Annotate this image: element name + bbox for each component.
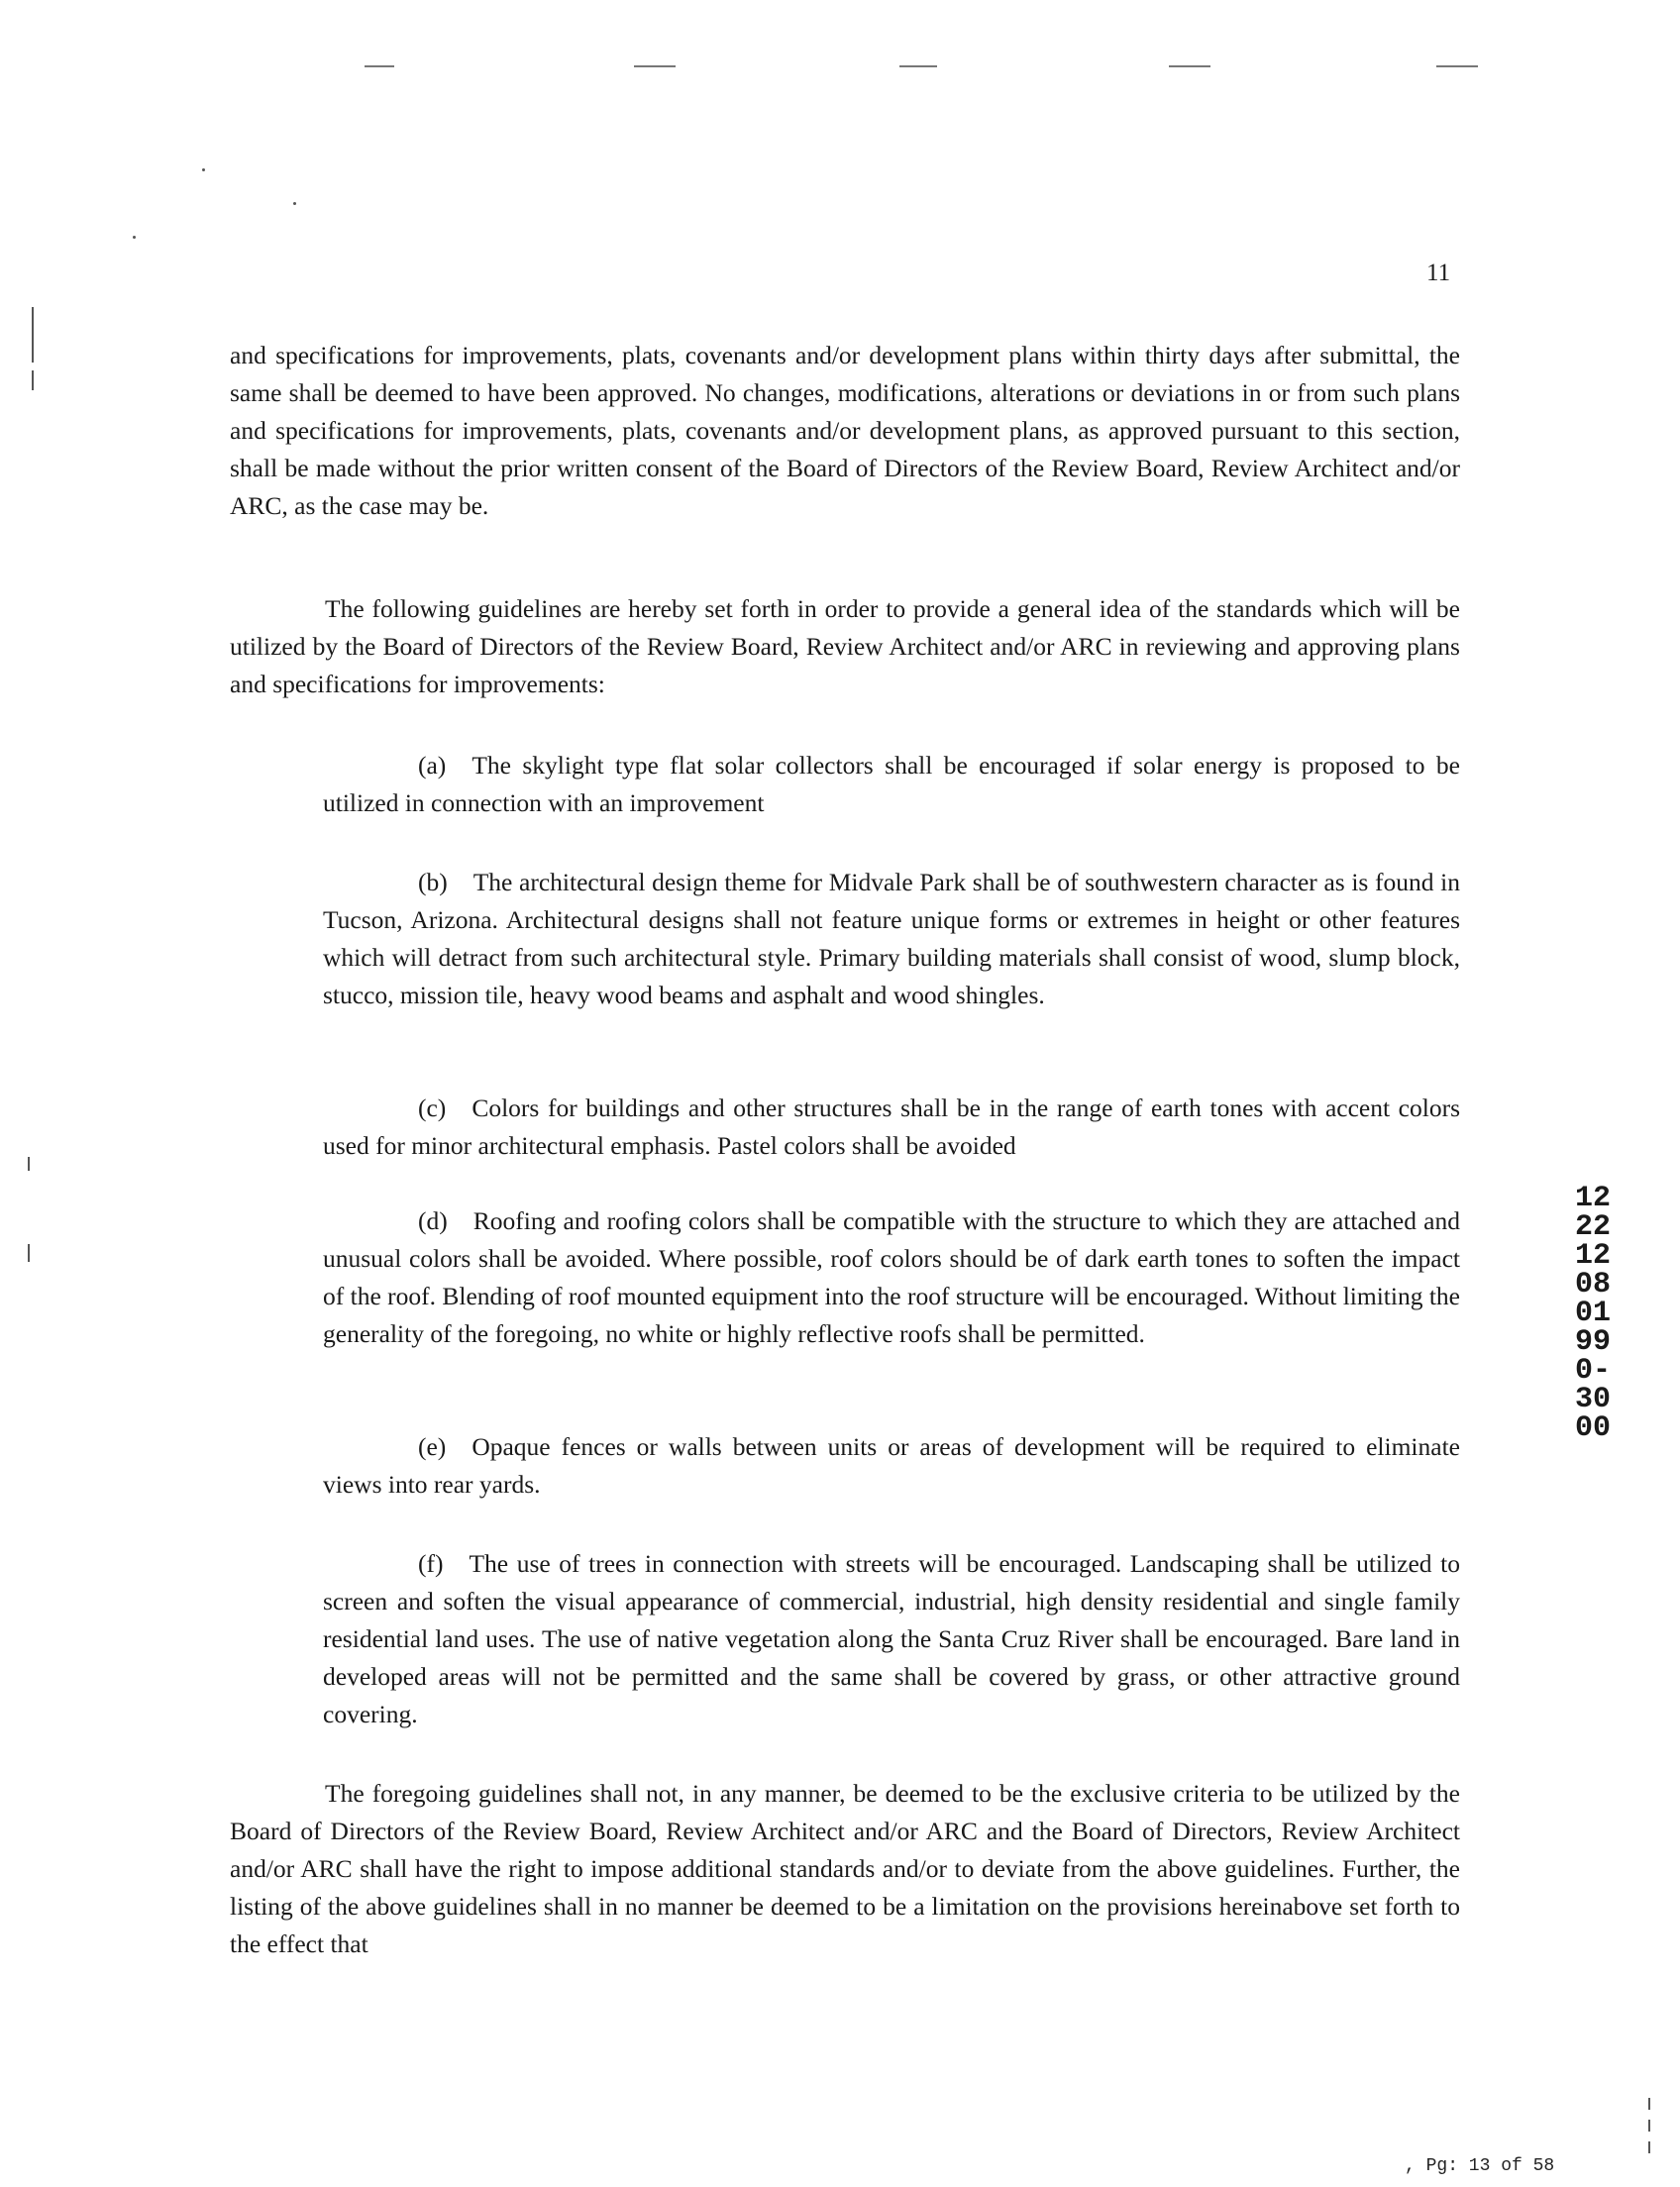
recording-stamp: 1222120801990-3000 [1574, 1182, 1611, 1445]
page-footer: , Pg: 13 of 58 [1405, 2156, 1555, 2176]
guideline-item-c [323, 1090, 1460, 1165]
guideline-text: Opaque fences or walls between units or areas of development will be required to eliminate views into rear yards. [323, 1432, 1460, 1499]
guideline-label: (b) [418, 868, 448, 896]
guidelines-intro-paragraph: The following guidelines are hereby set forth in order to provide a general idea of the standards which will be utilized by the Board of Directors of the Review Board, Review Architect and/or ARC in reviewing and approving plans and specifications for improvements: [230, 594, 1460, 698]
continuation-paragraph: and specifications for improvements, plats, covenants and/or development plans within thirty days after submittal, the same shall be deemed to have been approved. No changes, modifications, alterations or deviations in or from such plans and specifications for improvements, plats, covenants and/or development plans, as approved pursuant to this section, shall be made without the prior written consent of the Board of Directors of the Review Board, Review Architect and/or ARC, as the case may be. [230, 341, 1460, 520]
scan-mark [1169, 65, 1210, 67]
scan-mark [1436, 65, 1478, 67]
guideline-item-e [323, 1428, 1460, 1504]
page-number: 11 [1426, 260, 1451, 286]
guideline-label: (d) [418, 1206, 448, 1235]
scan-mark [133, 236, 136, 239]
guideline-item-d [323, 1202, 1460, 1353]
guideline-label: (c) [418, 1094, 447, 1122]
scan-mark [202, 168, 205, 171]
scan-mark [32, 370, 34, 390]
scan-mark [1648, 2098, 1650, 2110]
guideline-item-a [323, 747, 1460, 822]
guideline-label: (e) [418, 1432, 447, 1461]
scan-mark [365, 65, 394, 67]
scan-mark [28, 1244, 30, 1262]
closing-paragraph: The foregoing guidelines shall not, in any manner, be deemed to be the exclusive criteria to be utilized by the Board of Directors of the Review Board, Review Architect and/or ARC and the Board of Directors, Review Architect and/or ARC shall have the right to impose additional standards and/or to deviate from the above guidelines. Further, the listing of the above guidelines shall in no manner be deemed to be a limitation on the provisions hereinabove set forth to the effect that [230, 1779, 1460, 1958]
guideline-item-f [323, 1545, 1460, 1733]
guideline-text: The architectural design theme for Midvale Park shall be of southwestern character as is found in Tucson, Arizona. Architectural designs shall not feature unique forms or extremes in height or other features which will detract from such architectural style. Primary building materials shall consist of wood, slump block, stucco, mission tile, heavy wood beams and asphalt and wood shingles. [323, 868, 1460, 1009]
guideline-text: Colors for buildings and other structures shall be in the range of earth tones with accent colors used for minor architectural emphasis. Pastel colors shall be avoided [323, 1094, 1460, 1160]
guideline-label: (a) [418, 751, 447, 780]
scan-mark [634, 65, 676, 67]
scan-mark [1648, 2141, 1650, 2153]
guideline-text: Roofing and roofing colors shall be compatible with the structure to which they are attached and unusual colors shall be avoided. Where possible, roof colors should be of dark earth tones to soften the impact of the roof. Blending of roof mounted equipment into the roof structure will be encouraged. Without limiting the generality of the foregoing, no white or highly reflective roofs shall be permitted. [323, 1206, 1460, 1348]
guideline-item-b [323, 864, 1460, 1014]
guideline-label: (f) [418, 1549, 444, 1578]
guideline-text: The use of trees in connection with streets will be encouraged. Landscaping shall be utilized to screen and soften the visual appearance of commercial, industrial, high density residential and single family residential land uses. The use of native vegetation along the Santa Cruz River shall be encouraged. Bare land in developed areas will not be permitted and the same shall be covered by grass, or other attractive ground covering. [323, 1549, 1460, 1728]
scan-mark [28, 1157, 30, 1171]
guideline-text: The skylight type flat solar collectors shall be encouraged if solar energy is proposed to be utilized in connection with an improvement [323, 751, 1460, 817]
scan-mark [1648, 2120, 1650, 2132]
scan-mark [899, 65, 937, 67]
scan-mark [293, 202, 296, 205]
scan-mark [32, 307, 34, 363]
